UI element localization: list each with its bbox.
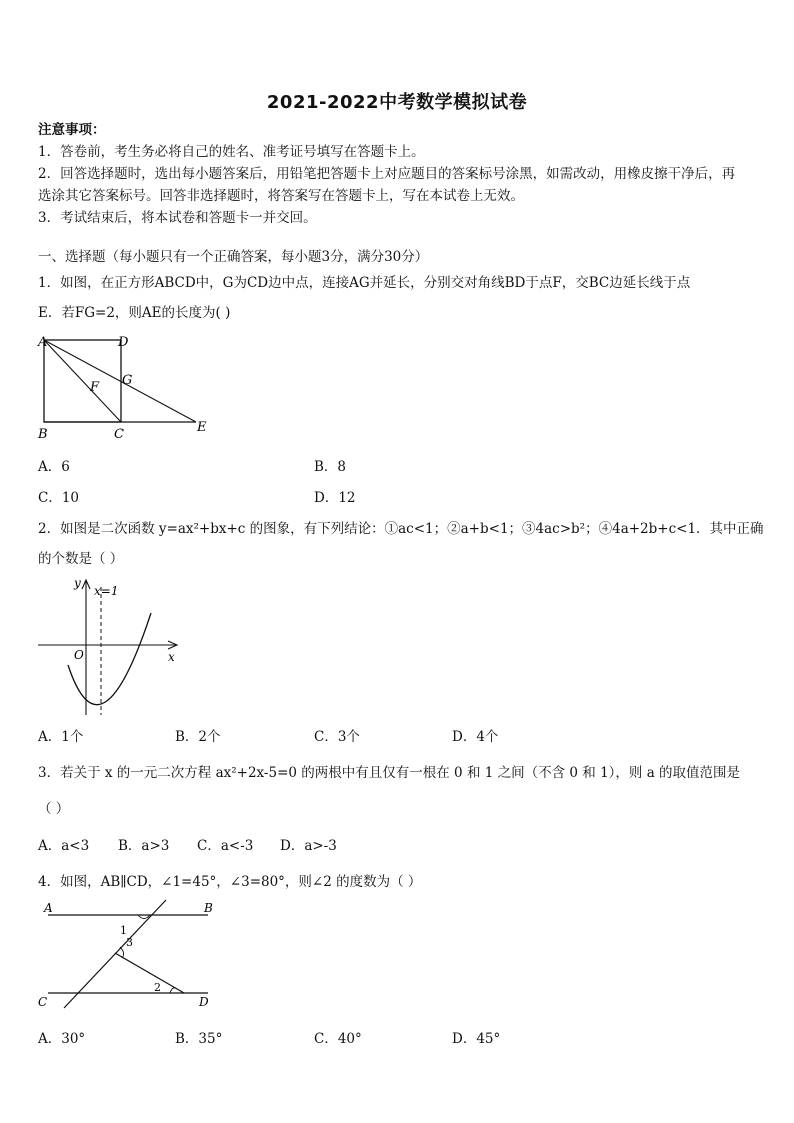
section-heading: 一、选择题（每小题只有一个正确答案，每小题3分，满分30分）	[38, 249, 429, 265]
question-4-option-d: D．45°	[452, 1031, 501, 1047]
figure-label-c: C	[38, 995, 48, 1009]
question-1-option-c: C．10	[38, 490, 80, 506]
notes-item: 选涂其它答案标号。回答非选择题时，将答案写在答题卡上，写在本试卷上无效。	[38, 188, 524, 204]
figure-label-a: A	[38, 335, 48, 350]
angle-label-2: 2	[154, 981, 161, 994]
angle-label-1: 1	[120, 924, 127, 937]
question-2-text: 的个数是（ ）	[38, 551, 124, 567]
question-2-option-b: B．2个	[175, 729, 221, 745]
question-3-text: 3．若关于 x 的一元二次方程 ax²+2x-5=0 的两根中有且仅有一根在 0 和 1 之间（不含 0 和 1），则 a 的取值范围是	[38, 765, 741, 781]
figure-label-x: x	[168, 650, 175, 664]
question-3-option-b: B．a>3	[118, 838, 170, 854]
question-1-option-a: A．6	[38, 459, 70, 475]
question-3-option-a: A．a<3	[38, 838, 90, 854]
question-1-text: 1．如图，在正方形ABCD中，G为CD边中点，连接AG并延长，分别交对角线BD于点F，交BC边延长线于点	[38, 275, 691, 291]
question-2-option-d: D．4个	[452, 729, 499, 745]
figure-label-axis-of-symmetry: x=1	[94, 584, 119, 598]
question-2-option-a: A．1个	[38, 729, 84, 745]
figure-label-c: C	[114, 427, 124, 442]
question-4-text: 4．如图，AB∥CD，∠1=45°，∠3=80°，则∠2 的度数为（ ）	[38, 874, 422, 890]
notes-item: 1．答卷前，考生务必将自己的姓名、准考证号填写在答题卡上。	[38, 144, 425, 160]
notes-heading: 注意事项：	[38, 122, 106, 138]
figure-label-d: D	[199, 995, 209, 1009]
notes-item: 3．考试结束后，将本试卷和答题卡一并交回。	[38, 210, 317, 226]
figure-label-a: A	[44, 901, 53, 915]
figure-label-d: D	[118, 335, 129, 350]
angle-label-3: 3	[126, 936, 133, 949]
question-2-option-c: C．3个	[314, 729, 360, 745]
question-2-figure	[36, 575, 186, 720]
question-2-text: 2．如图是二次函数 y=ax²+bx+c 的图象，有下列结论：①ac<1；②a+b<1；③4ac>b²；④4a+2b+c<1．其中正确	[38, 521, 764, 537]
question-1-option-b: B．8	[314, 459, 347, 475]
question-1-option-d: D．12	[314, 490, 356, 506]
question-4-option-b: B．35°	[175, 1031, 223, 1047]
figure-label-g: G	[122, 373, 133, 388]
question-4-option-a: A．30°	[38, 1031, 86, 1047]
question-3-option-c: C．a<-3	[197, 838, 254, 854]
figure-label-f: F	[90, 380, 100, 395]
notes-item: 2．回答选择题时，选出每小题答案后，用铅笔把答题卡上对应题目的答案标号涂黑，如需改动，用橡皮擦干净后，再	[38, 166, 736, 182]
page-title: 2021-2022中考数学模拟试卷	[266, 92, 528, 113]
question-1-figure	[30, 330, 220, 445]
figure-label-b: B	[204, 901, 213, 915]
figure-label-origin: O	[74, 648, 84, 662]
question-4-option-c: C．40°	[314, 1031, 362, 1047]
figure-label-b: B	[38, 427, 48, 442]
question-1-text: E．若FG=2，则AE的长度为( )	[38, 305, 231, 321]
question-3-option-d: D．a>-3	[280, 838, 337, 854]
question-4-figure	[34, 898, 224, 1018]
figure-label-y: y	[74, 576, 81, 590]
figure-label-e: E	[197, 420, 207, 435]
question-3-text: （ ）	[38, 801, 70, 817]
